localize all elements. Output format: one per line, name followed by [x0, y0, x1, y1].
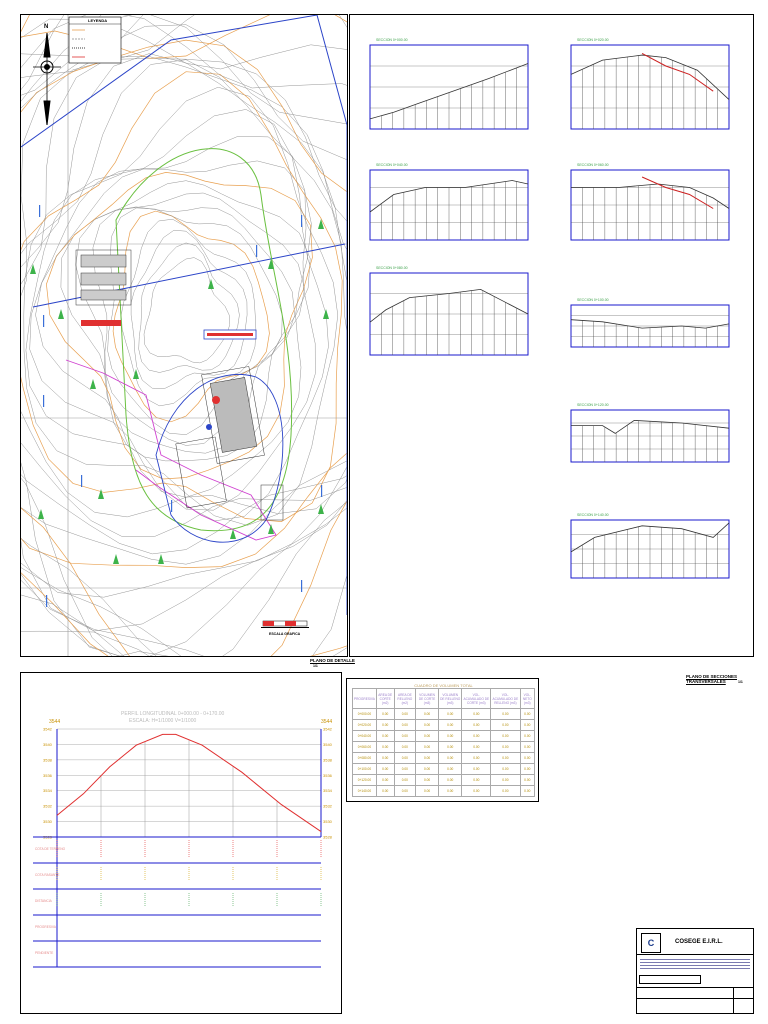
contour-line	[21, 15, 347, 631]
volume-cell: 0.00	[520, 720, 534, 731]
section-label: SECCION 0+100.00	[577, 298, 609, 302]
volume-cell: 0.00	[520, 764, 534, 775]
tree-icon	[158, 554, 164, 564]
contour-line	[21, 15, 347, 656]
profile-row-label: COTA DE TERRENO	[35, 847, 66, 851]
contour-line	[21, 15, 347, 656]
table-row	[353, 775, 535, 786]
contour-line	[21, 54, 347, 537]
contour-lines	[21, 15, 347, 656]
contour-label	[301, 580, 302, 592]
contour-line	[21, 60, 347, 517]
title-block-rule	[637, 954, 753, 955]
contour-line	[21, 15, 347, 656]
volume-cell: 0.00	[462, 720, 491, 731]
section-label: SECCION 0+140.00	[577, 513, 609, 517]
table-row	[353, 731, 535, 742]
volume-cell: 0.00	[491, 742, 520, 753]
profile-y-label: 3530	[323, 819, 332, 825]
volume-cell: 0.00	[462, 764, 491, 775]
volume-cell: 0+040.00	[353, 731, 377, 742]
volume-cell: 0.00	[416, 775, 439, 786]
plan-caption: PLANO DE DETALLE	[310, 658, 355, 663]
table-row	[353, 709, 535, 720]
table-row	[353, 764, 535, 775]
contour-label	[301, 215, 302, 227]
contour-line	[131, 230, 247, 388]
profile-y-label: 3532	[43, 803, 52, 809]
volume-header-cell: AREA DE RELLENO (m2)	[394, 689, 416, 709]
volume-cell: 0+000.00	[353, 709, 377, 720]
volume-table-panel	[346, 678, 539, 802]
profile-row-label: PENDIENTE	[35, 951, 54, 955]
volume-cell: 0.00	[520, 786, 534, 797]
profile-y-label: 3534	[323, 788, 332, 794]
volume-cell: 0.00	[376, 731, 394, 742]
volume-cell: 0+060.00	[353, 742, 377, 753]
volume-cell: 0.00	[462, 775, 491, 786]
tree-icon	[323, 309, 329, 319]
contour-line	[30, 136, 316, 510]
longitudinal-profile	[21, 673, 341, 1013]
profile-row-label: PROGRESIVA	[35, 925, 56, 929]
section-label: SECCION 0+120.00	[577, 403, 609, 407]
profile-y-label: 3528	[43, 834, 52, 840]
profile-y-label: 3540	[323, 741, 332, 747]
volume-cell: 0.00	[376, 742, 394, 753]
title-block	[636, 928, 754, 1014]
volume-cell: 0.00	[491, 753, 520, 764]
volume-cell: 0.00	[416, 786, 439, 797]
profile-y-label: 3532	[323, 803, 332, 809]
tree-icon	[90, 379, 96, 389]
volume-cell: 0.00	[394, 709, 416, 720]
volume-cell: 0.00	[520, 775, 534, 786]
section-label: SECCION 0+040.00	[376, 163, 408, 167]
profile-y-label: 3542	[323, 726, 332, 732]
profile-row-label: DISTANCIA	[35, 899, 52, 903]
volume-cell: 0.00	[462, 786, 491, 797]
contour-label	[171, 500, 172, 512]
contour-line	[21, 72, 342, 522]
sections-caption-scale: 1/1	[738, 680, 743, 684]
volume-cell: 0.00	[376, 764, 394, 775]
volume-header-cell: VOL. ACUMULADO DE CORTE (m3)	[462, 689, 491, 709]
volume-header-cell: AREA DE CORTE (m2)	[376, 689, 394, 709]
contour-line	[21, 15, 347, 656]
section-label: SECCION 0+080.00	[376, 266, 408, 270]
volume-cell: 0+020.00	[353, 720, 377, 731]
contour-line	[21, 15, 347, 656]
tree-icon	[318, 219, 324, 229]
structures	[76, 250, 283, 520]
section-label: SECCION 0+000.00	[376, 38, 408, 42]
table-row	[353, 753, 535, 764]
contour-line	[144, 258, 230, 363]
volume-cell: 0.00	[376, 775, 394, 786]
volume-cell: 0.00	[491, 709, 520, 720]
profile-row-label: COTA RASANTE	[35, 873, 60, 877]
tree-icon	[113, 554, 119, 564]
sections-caption: PLANO DE SECCIONES TRANSVERSALES	[686, 674, 738, 684]
table-row	[353, 720, 535, 731]
volume-header-cell: PROGRESIVA	[353, 689, 377, 709]
volume-cell: 0.00	[416, 742, 439, 753]
volume-cell: 0.00	[491, 731, 520, 742]
volume-cell: 0.00	[394, 720, 416, 731]
table-row	[353, 786, 535, 797]
volume-cell: 0.00	[416, 731, 439, 742]
section-label: SECCION 0+060.00	[577, 163, 609, 167]
volume-cell: 0.00	[394, 742, 416, 753]
volume-cell: 0+080.00	[353, 753, 377, 764]
volume-cell: 0.00	[520, 742, 534, 753]
north-label: N	[44, 24, 49, 30]
volume-cell: 0.00	[416, 764, 439, 775]
profile-top-right: 3544	[321, 719, 333, 725]
contour-label	[321, 485, 322, 497]
coordinate-grid	[21, 15, 347, 656]
profile-panel	[20, 672, 342, 1014]
contour-line	[21, 57, 347, 554]
volume-cell: 0.00	[376, 720, 394, 731]
contour-line	[139, 243, 240, 373]
volume-cell: 0.00	[438, 731, 461, 742]
volume-cell: 0.00	[394, 786, 416, 797]
contour-line	[21, 15, 347, 656]
contour-label	[46, 595, 47, 607]
contour-line	[21, 15, 347, 656]
scale-label: ESCALA GRAFICA	[269, 632, 301, 636]
volume-cell: 0.00	[462, 731, 491, 742]
volume-cell: 0.00	[438, 753, 461, 764]
volume-cell: 0+140.00	[353, 786, 377, 797]
volume-cell: 0.00	[394, 764, 416, 775]
contour-line	[93, 207, 295, 446]
tree-icon	[268, 524, 274, 534]
profile-y-label: 3534	[43, 788, 52, 794]
scale-bar	[261, 621, 309, 628]
volume-cell: 0.00	[416, 709, 439, 720]
ground-line	[571, 320, 729, 328]
volume-cell: 0.00	[416, 753, 439, 764]
profile-title: PERFIL LONGITUDINAL 0+000.00 - 0+170.00	[121, 711, 225, 717]
design-line	[642, 177, 713, 209]
volume-cell: 0.00	[491, 786, 520, 797]
sections-panel	[349, 14, 754, 657]
volume-cell: 0.00	[438, 786, 461, 797]
tree-icon	[38, 509, 44, 519]
contour-line	[36, 161, 312, 497]
profile-y-label: 3542	[43, 726, 52, 732]
topographic-plan	[21, 15, 347, 656]
volume-cell: 0.00	[491, 764, 520, 775]
volume-cell: 0.00	[462, 742, 491, 753]
section-label: SECCION 0+020.00	[577, 38, 609, 42]
tree-icon	[208, 279, 214, 289]
volume-header-cell: VOLUMEN DE RELLENO (m3)	[438, 689, 461, 709]
volume-table-title: CUADRO DE VOLUMEN TOTAL	[414, 683, 473, 688]
contour-label	[256, 245, 257, 257]
volume-cell: 0.00	[416, 720, 439, 731]
company-name: COSEGE E.I.R.L.	[675, 939, 723, 945]
volume-cell: 0.00	[376, 786, 394, 797]
green-boundary	[116, 149, 292, 531]
tree-icon	[58, 309, 64, 319]
sheet-box	[733, 987, 754, 1013]
volume-cell: 0.00	[438, 742, 461, 753]
company-logo: C	[641, 933, 661, 953]
volume-header-cell: VOL. ACUMULADO DE RELLENO (m3)	[491, 689, 520, 709]
contour-label	[39, 205, 40, 217]
volume-cell: 0.00	[491, 775, 520, 786]
project-description	[640, 957, 750, 971]
drawing-name-box	[639, 975, 701, 984]
contour-line	[21, 15, 347, 656]
contour-line	[21, 15, 347, 656]
profile-y-label: 3538	[43, 757, 52, 763]
contour-label	[43, 395, 44, 407]
volume-cell: 0.00	[438, 709, 461, 720]
volume-header-cell: VOL. NETO (m3)	[520, 689, 534, 709]
volume-cell: 0.00	[520, 709, 534, 720]
volume-cell: 0+100.00	[353, 764, 377, 775]
tree-icon	[30, 264, 36, 274]
volume-table	[352, 683, 535, 797]
contour-label	[43, 315, 44, 327]
volume-cell: 0.00	[438, 720, 461, 731]
profile-y-label: 3536	[43, 772, 52, 778]
volume-cell: 0+120.00	[353, 775, 377, 786]
tree-icon	[98, 489, 104, 499]
legend-title: LEYENDA	[88, 18, 108, 23]
volume-cell: 0.00	[376, 709, 394, 720]
volume-cell: 0.00	[438, 775, 461, 786]
design-line	[642, 53, 713, 91]
plan-caption-scale: 1/1	[313, 664, 318, 668]
profile-y-label: 3530	[43, 819, 52, 825]
contour-line	[21, 58, 347, 564]
volume-cell: 0.00	[462, 753, 491, 764]
tree-symbols	[30, 219, 329, 564]
contour-line	[21, 40, 347, 568]
volume-cell: 0.00	[394, 731, 416, 742]
profile-y-label: 3536	[323, 772, 332, 778]
contour-line	[24, 87, 338, 525]
profile-y-label: 3540	[43, 741, 52, 747]
volume-cell: 0.00	[394, 775, 416, 786]
volume-cell: 0.00	[520, 731, 534, 742]
volume-header-cell: VOLUMEN DE CORTE (m3)	[416, 689, 439, 709]
profile-top-left: 3544	[49, 719, 61, 725]
contour-label	[81, 475, 82, 487]
profile-subtitle: ESCALA: H=1/1000 V=1/1000	[129, 718, 197, 724]
table-row	[353, 742, 535, 753]
volume-cell: 0.00	[376, 753, 394, 764]
north-arrow	[33, 33, 61, 125]
volume-cell: 0.00	[520, 753, 534, 764]
contour-line	[21, 19, 347, 656]
volume-cell: 0.00	[438, 764, 461, 775]
contour-line	[21, 15, 347, 656]
cross-sections	[350, 15, 753, 656]
profile-y-label: 3528	[323, 834, 332, 840]
contour-line	[21, 15, 347, 656]
volume-cell: 0.00	[394, 753, 416, 764]
plan-panel	[20, 14, 348, 657]
volume-cell: 0.00	[491, 720, 520, 731]
profile-y-label: 3538	[323, 757, 332, 763]
volume-cell: 0.00	[462, 709, 491, 720]
